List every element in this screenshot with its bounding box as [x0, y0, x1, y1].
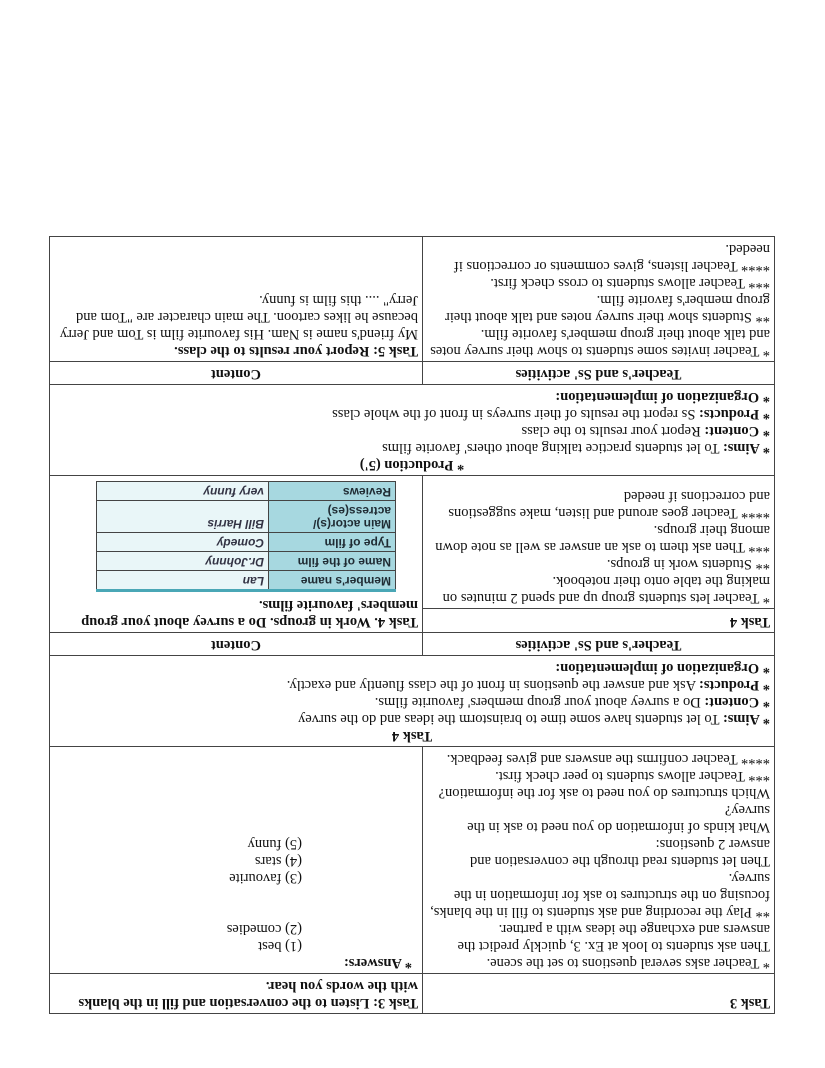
task3-body-row — [50, 747, 775, 974]
activity-line: * Teacher lets students group up and spend 2 minutes on making the table onto their notebook. — [442, 572, 770, 606]
activity-line: **** Teacher goes around and listen, make suggestions and corrections if needed — [448, 487, 770, 521]
answer-item: (5) funny — [247, 836, 302, 852]
production-overview — [50, 385, 775, 476]
task5-title: Task 5: Report your results to the class. — [174, 343, 418, 359]
activity-line: What kinds of information do you need to ask in the survey? — [467, 802, 770, 835]
activity-line: Then let students read through the conversation and answer 2 questions: — [470, 836, 770, 869]
survey-table — [96, 481, 396, 592]
activity-line: ** Play the recording and ask students to fill in the blanks, focusing on the structures to ask for information in the survey. — [430, 870, 770, 920]
survey-key: Name of the film — [269, 552, 396, 571]
products-line — [54, 405, 770, 422]
production-heading: * Production (5') — [359, 457, 465, 473]
activities-header: Teacher's and Ss' activities — [423, 362, 775, 385]
survey-value: Bill Harris — [97, 501, 269, 533]
survey-row — [97, 552, 396, 571]
task4-activities — [423, 476, 775, 609]
activity-line: * Teacher invites some students to show their survey notes and talk about their group member's favorite film. — [430, 326, 770, 359]
aims-line — [54, 439, 770, 456]
content-label: * Content: — [704, 694, 770, 710]
organization-label: * Organization of implementation: — [555, 389, 770, 405]
task3-heading-row — [50, 974, 775, 1014]
task3-title: Task 3: Listen to the conversation and fill in the blanks with the words you hear. — [50, 974, 423, 1014]
products-label: * Products: — [698, 677, 770, 693]
content-header: Content — [50, 633, 423, 656]
survey-value: Dr.Johnny — [97, 552, 269, 571]
task4-heading: Task 4 — [423, 608, 775, 632]
task4-section-heading: Task 4 — [391, 728, 433, 744]
task5-sample: My friend's name is Nam. His favourite film is Tom and Jerry because he likes cartoon. The main character are "Tom and Jerry" .... this film is funny. — [59, 292, 418, 342]
task3-activities — [423, 747, 775, 974]
answers-label: * Answers: — [343, 955, 412, 971]
activity-line: **** Teacher confirms the answers and gives feedback. — [446, 751, 770, 767]
organization-label: * Organization of implementation: — [555, 660, 770, 676]
task5-row — [50, 237, 775, 362]
content-text: Report your results to the class — [521, 423, 701, 439]
survey-row — [97, 482, 396, 501]
content-line — [54, 422, 770, 439]
activity-line: **** Teacher listens, gives comments or corrections if needed. — [453, 241, 770, 274]
column-header-row — [50, 362, 775, 385]
task4-content — [50, 476, 423, 633]
lesson-plan-document — [49, 236, 775, 1014]
answer-item: (3) favourite — [229, 870, 302, 886]
aims-line — [54, 710, 770, 727]
activity-line: *** Teacher allows students to cross check first. — [490, 275, 770, 291]
survey-value: very funny — [97, 482, 269, 501]
survey-key: Main actor(s)/ actress(es) — [269, 501, 396, 533]
content-header: Content — [50, 362, 423, 385]
survey-key: Member's name — [269, 571, 396, 591]
task3-answers — [50, 747, 423, 974]
activity-line: ** Students work in groups. — [606, 555, 770, 572]
survey-row — [97, 533, 396, 552]
answer-item: (1) best — [258, 938, 302, 954]
survey-value: Comedy — [97, 533, 269, 552]
survey-value: Lan — [97, 571, 269, 591]
task4-overview — [50, 656, 775, 747]
task3-heading: Task 3 — [423, 974, 775, 1014]
task5-activities — [423, 237, 775, 362]
content-line — [54, 693, 770, 710]
task4-title: Task 4. Work in groups. Do a survey about your group members' favourite films. — [81, 597, 418, 630]
aims-text: To let students practice talking about others' favorite films — [382, 440, 720, 456]
products-line — [54, 676, 770, 693]
answer-item: (4) stars — [254, 853, 302, 869]
content-text: Do a survey about your group members' favourite films. — [374, 694, 701, 710]
survey-row — [97, 571, 396, 591]
aims-text: To let students have some time to brainstorm the ideas and do the survey — [298, 711, 720, 727]
activity-line: ** Students show their survey notes and talk about their group member's favorite film. — [445, 292, 770, 325]
survey-key: Type of film — [269, 533, 396, 552]
activities-header: Teacher's and Ss' activities — [423, 633, 775, 656]
activity-line: *** Then ask them to ask an answer as well as note down among their groups. — [435, 521, 770, 555]
products-text: Ss report the results of their surveys in front of the whole class — [332, 406, 696, 422]
products-text: Ask and answer the questions in front of the class fluently and exactly. — [286, 677, 697, 693]
column-header-row — [50, 633, 775, 656]
aims-label: * Aims: — [722, 440, 770, 456]
activity-line: *** Teacher allows students to peer check first. — [495, 768, 770, 784]
aims-label: * Aims: — [722, 711, 770, 727]
activity-line: Which structures do you need to ask for the information? — [438, 785, 770, 801]
activity-line: Then ask students to look at Ex. 3, quickly predict the answers and exchange the ideas with a partner. — [457, 921, 770, 954]
activity-line: * Teacher asks several questions to set the scene. — [486, 955, 770, 971]
survey-key: Reviews — [269, 482, 396, 501]
survey-row — [97, 501, 396, 533]
lesson-plan-table — [49, 236, 775, 1014]
task5-content — [50, 237, 423, 362]
task4-overview-row — [50, 656, 775, 747]
products-label: * Products: — [698, 406, 770, 422]
content-label: * Content: — [704, 423, 770, 439]
answer-item: (2) comedies — [226, 921, 302, 937]
task4-heading-row — [50, 608, 775, 632]
production-overview-row — [50, 385, 775, 476]
